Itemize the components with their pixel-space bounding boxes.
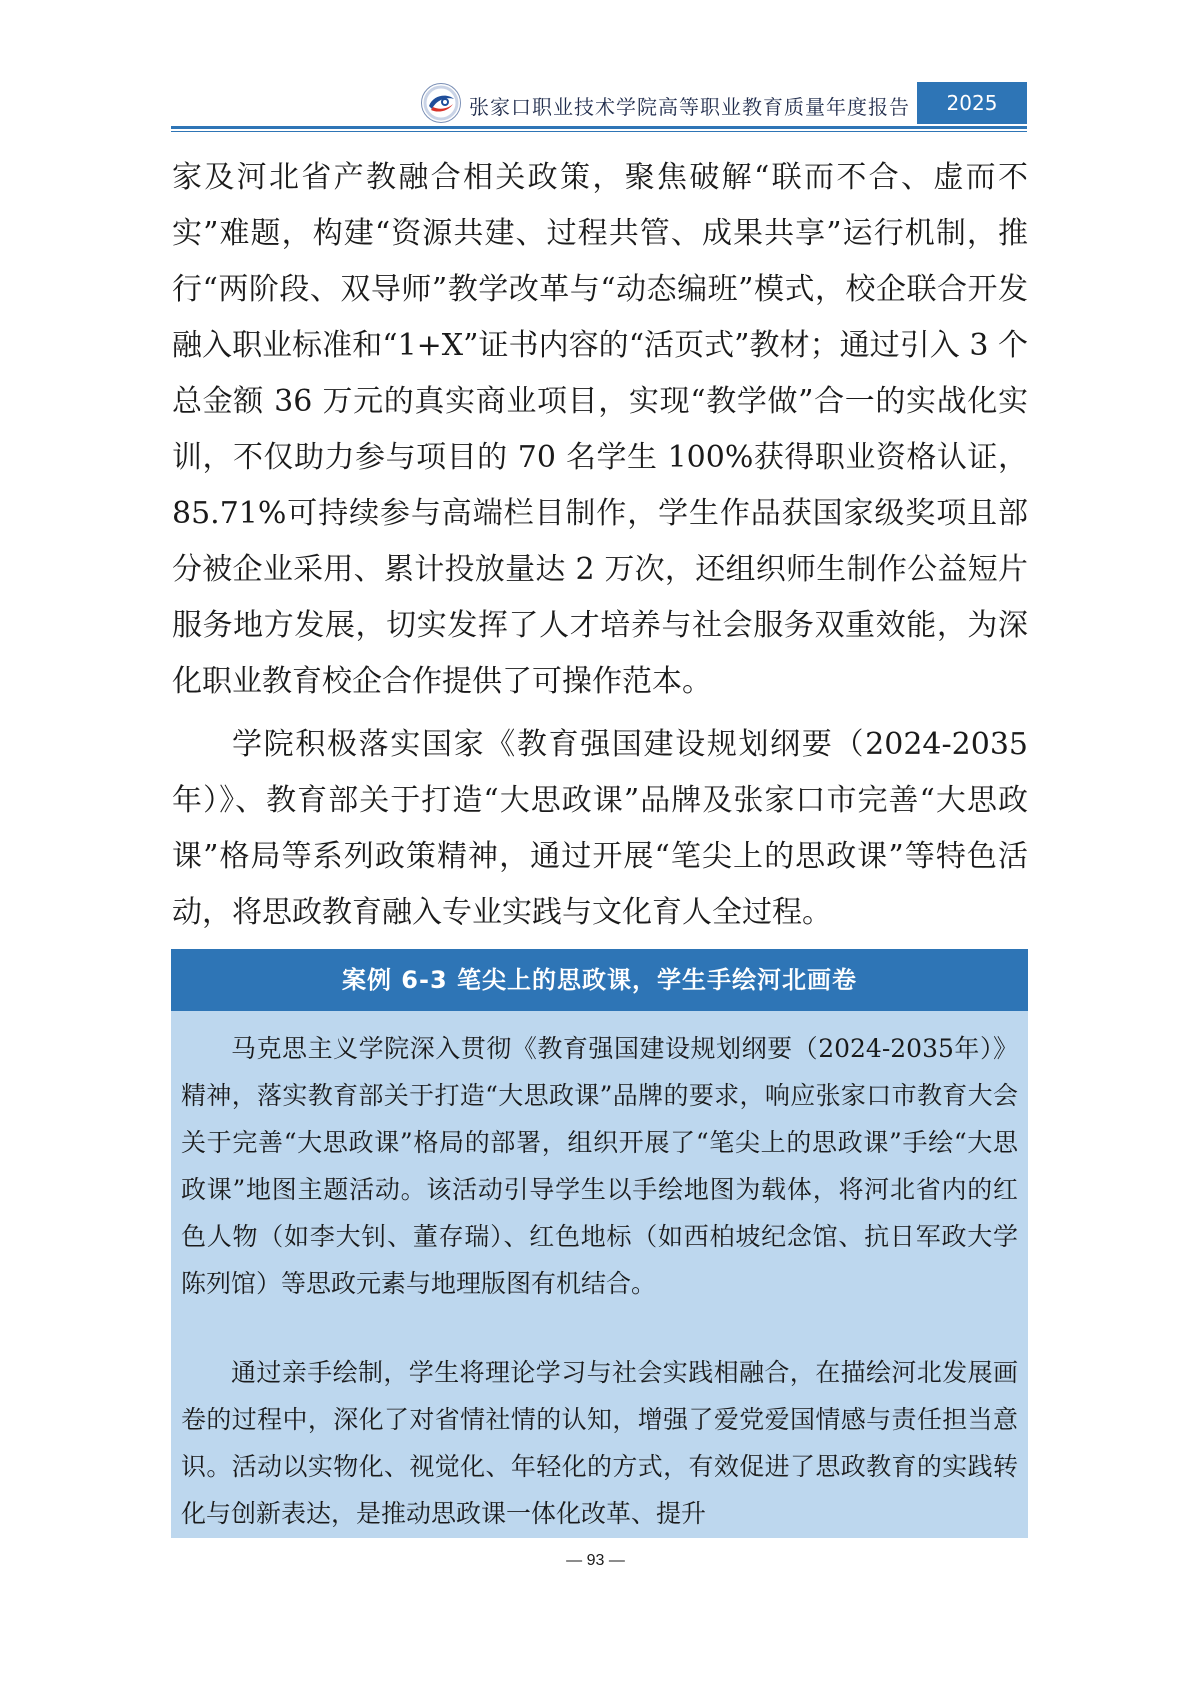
page-header <box>171 82 1027 130</box>
case-paragraph-2: 通过亲手绘制，学生将理论学习与社会实践相融合，在描绘河北发展画卷的过程中，深化了对省情社情的认知，增强了爱党爱国情感与责任担当意识。活动以实物化、视觉化、年轻化的方式，有效促进了思政教育的实践转化与创新表达，是推动思政课一体化改革、提升 <box>181 1358 1018 1528</box>
page-number: — 93 — <box>566 1552 625 1569</box>
header-divider-thin <box>171 131 1027 132</box>
case-paragraph-1: 马克思主义学院深入贯彻《教育强国建设规划纲要（2024-2035年）》精神，落实教育部关于打造“大思政课”品牌的要求，响应张家口市教育大会关于完善“大思政课”格局的部署，组织开展了“笔尖上的思政课”手绘“大思政课”地图主题活动。该活动引导学生以手绘地图为载体，将河北省内的红色人物（如李大钊、董存瑞）、红色地标（如西柏坡纪念馆、抗日军政大学陈列馆）等思政元素与地理版图有机结合。 <box>181 1034 1018 1298</box>
body-paragraph-2: 学院积极落实国家《教育强国建设规划纲要（2024-2035年）》、教育部关于打造“大思政课”品牌及张家口市完善“大思政课”格局等系列政策精神，通过开展“笔尖上的思政课”等特色活动，将思政教育融入专业实践与文化育人全过程。 <box>172 727 1028 930</box>
body-paragraph-1: 家及河北省产教融合相关政策，聚焦破解“联而不合、虚而不实”难题，构建“资源共建、过程共管、成果共享”运行机制，推行“两阶段、双导师”教学改革与“动态编班”模式，校企联合开发融入职业标准和“1+X”证书内容的“活页式”教材；通过引入 3 个总金额 36 万元的真实商业项目，实现“教学做”合一的实战化实训，不仅助力参与项目的 70 名学生 100%获得职业资格认证，85.71%可持续参与高端栏目制作，学生作品获国家级奖项且部分被企业采用、累计投放量达 2 万次，还组织师生制作公益短片服务地方发展，切实发挥了人才培养与社会服务双重效能，为深化职业教育校企合作提供了可操作范本。 <box>172 160 1028 699</box>
header-divider <box>171 126 1027 129</box>
case-title: 案例 6-3 笔尖上的思政课，学生手绘河北画卷 <box>171 949 1028 1011</box>
report-year-badge: 2025 <box>917 82 1027 124</box>
report-title: 张家口职业技术学院高等职业教育质量年度报告 <box>469 95 910 119</box>
college-emblem-icon <box>420 82 462 124</box>
case-box <box>171 949 1028 1538</box>
